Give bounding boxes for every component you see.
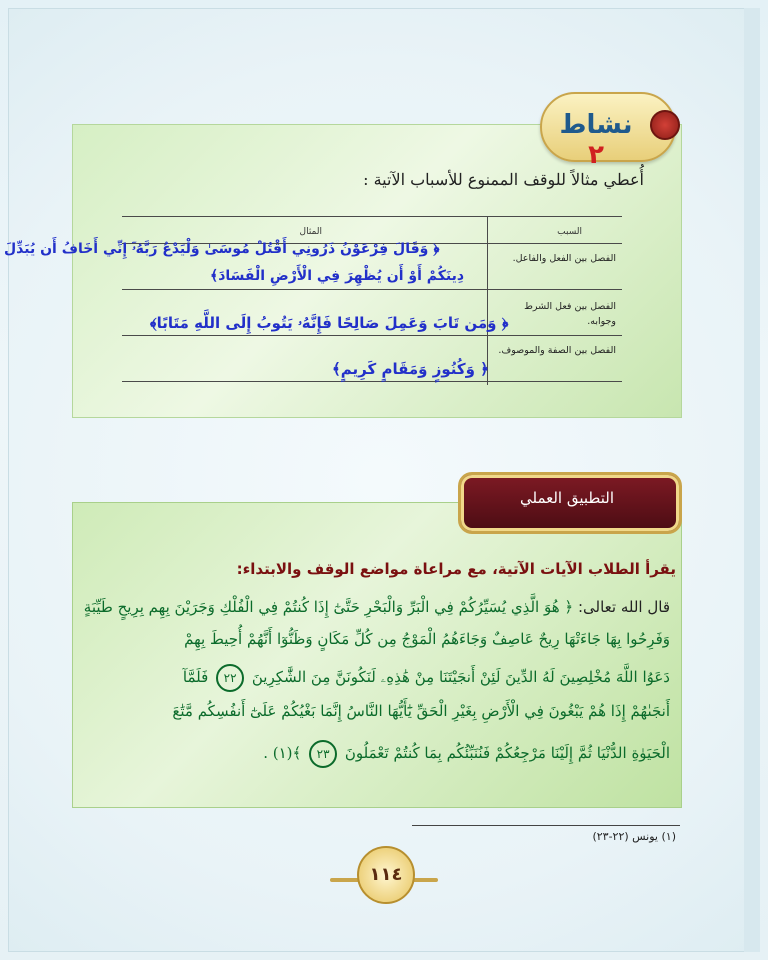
verse-text: ﴿ هُوَ الَّذِي يُسَيِّرُكُمْ فِي الْبَرِّ وَالْبَحْرِ حَتَّىٰٓ إِذَا كُنتُمْ فِي الْفُلْكِ وَجَرَيْنَ بِهِم بِرِيحٍ طَيِّبَةٍ: [83, 598, 574, 616]
wax-seal-icon: [650, 110, 680, 140]
reason-1: الفصل بين الفعل والفاعل.: [512, 253, 616, 264]
practice-instruction: يقرأ الطلاب الآيات الآتية، مع مراعاة مواضع الوقف والابتداء:: [236, 560, 676, 578]
verse-text: دَعَوُا اللَّهَ مُخْلِصِينَ لَهُ الدِّينَ لَئِنْ أَنجَيْتَنَا مِنْ هَٰذِهِۦ لَنَكُونَنَّ مِنَ الشَّٰكِرِينَ: [251, 668, 670, 686]
row-divider: [122, 289, 622, 290]
verse-line-2: [86, 630, 670, 648]
verse-line-4: [86, 702, 670, 720]
activity-instruction: أُعطي مثالاً للوقف الممنوع للأسباب الآتية :: [363, 170, 644, 189]
activity-title-text: نشاط: [559, 110, 633, 140]
page-edge: [744, 8, 760, 952]
example-2: ﴿ وَمَن تَابَ وَعَمِلَ صَالِحًا فَإِنَّهُۥ يَتُوبُ إِلَى اللَّهِ مَتَابًا﴾: [150, 314, 509, 332]
verse-text: الْحَيَوٰةِ الدُّنْيَا ثُمَّ إِلَيْنَا مَرْجِعُكُمْ فَنُنَبِّئُكُم بِمَا كُنتُمْ تَعْمَلُونَ: [344, 744, 670, 762]
verse-line-1: [83, 598, 670, 616]
ayah-number-marker: ٢٣: [309, 740, 337, 768]
reason-2: الفصل بين فعل الشرط وجوابه.: [524, 301, 616, 327]
header-example: المثال: [299, 227, 322, 237]
verse-line-5: [86, 740, 670, 768]
row-divider: [122, 381, 622, 382]
example-3: ﴿ وَكُنُوزٍ وَمَقَامٍ كَرِيمٍ﴾: [332, 360, 489, 378]
activity-title: [550, 110, 642, 170]
row-divider: [122, 335, 622, 336]
verse-closing: ﴾(١) .: [263, 744, 302, 762]
example-1-line-2: دِينَكُمْ أَوْ أَن يُظْهِرَ فِي الْأَرْضِ الْفَسَادَ﴾: [210, 268, 465, 284]
verse-intro: قال الله تعالى:: [577, 598, 670, 616]
page-number: ١١٤: [357, 846, 415, 904]
verse-text: فَلَمَّآ: [182, 668, 209, 686]
section-title: التطبيق العملي: [519, 489, 614, 507]
footnote-divider: [412, 825, 680, 826]
reason-3: الفصل بين الصفة والموصوف.: [498, 345, 616, 356]
verse-text: وَفَرِحُوا بِهَا جَاءَتْهَا رِيحٌ عَاصِفٌ وَجَاءَهُمُ الْمَوْجُ مِن كُلِّ مَكَانٍ وَظَنُّوٓا أَنَّهُمْ أُحِيطَ بِهِمْ: [184, 630, 670, 648]
footnote: (١) يونس (٢٢-٢٣): [592, 830, 676, 843]
activity-number: ٢: [588, 140, 604, 170]
verse-text: أَنجَىٰهُمْ إِذَا هُمْ يَبْغُونَ فِي الْأَرْضِ بِغَيْرِ الْحَقِّ يَٰٓأَيُّهَا النَّاسُ إِنَّمَا بَغْيُكُمْ عَلَىٰٓ أَنفُسِكُم مَّتَٰعَ: [172, 702, 670, 720]
example-1-line-1: ﴿ وَقَالَ فِرْعَوْنُ ذَرُونِي أَقْتُلْ مُوسَىٰ وَلْيَدْعُ رَبَّهُۥٓ إِنِّي أَخَافُ أَن يُبَدِّلَ: [4, 241, 440, 257]
ayah-number-marker: ٢٢: [216, 664, 244, 692]
verse-line-3: [86, 664, 670, 692]
header-reason: السبب: [557, 227, 582, 237]
